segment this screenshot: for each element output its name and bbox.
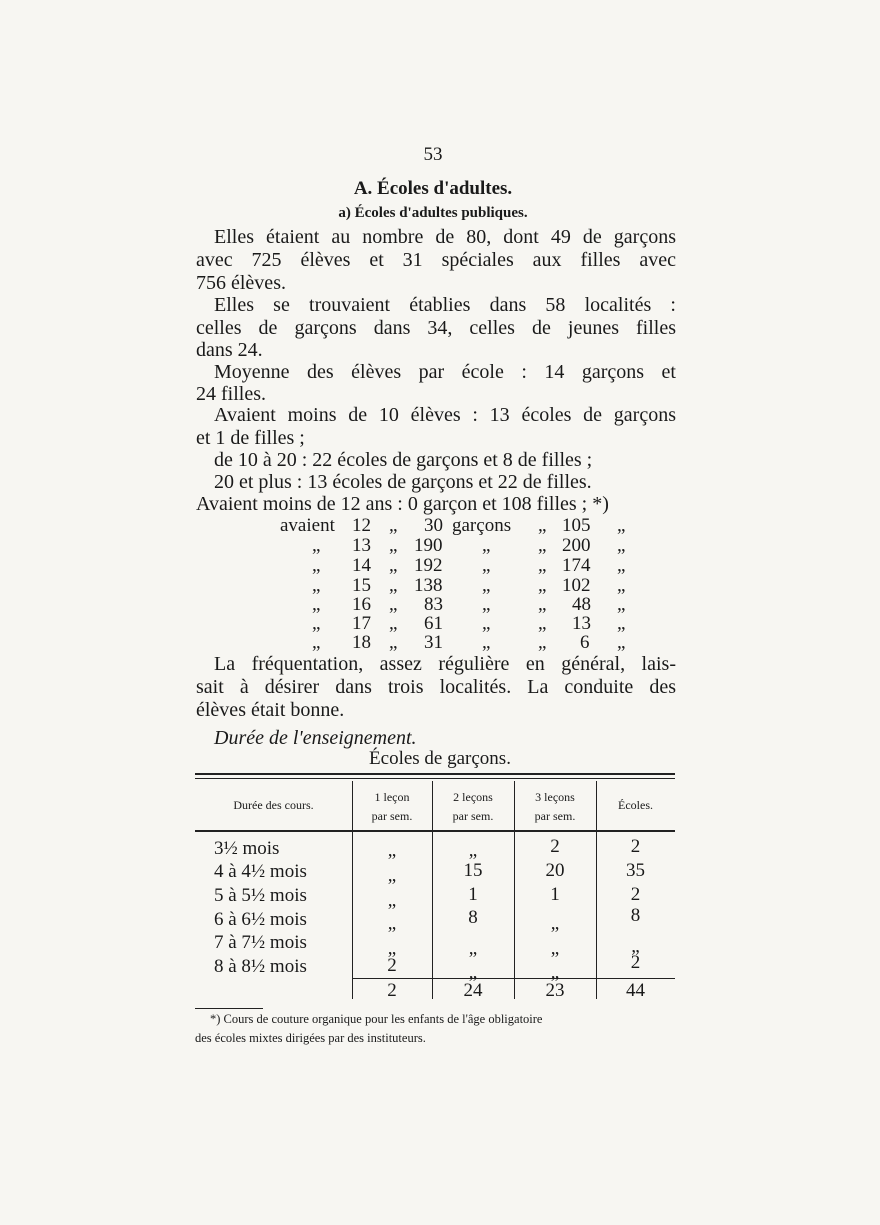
- row-label: 6 à 6½ mois: [214, 909, 307, 930]
- paragraph-line: de 10 à 20 : 22 écoles de garçons et 8 de filles ;: [214, 449, 593, 471]
- ditto-mark: „: [389, 613, 398, 634]
- age-value: 16: [352, 594, 371, 615]
- header-text: par sem.: [371, 809, 413, 823]
- header-text: Durée des cours.: [233, 798, 314, 812]
- girls-count: 48: [572, 594, 591, 615]
- girls-count: 6: [580, 632, 590, 653]
- cell-schools: 8: [630, 905, 641, 926]
- ditto-mark: „: [389, 515, 398, 536]
- age-prefix: „: [312, 555, 321, 576]
- ditto-mark: „: [538, 535, 547, 556]
- footnote-line: *) Cours de couture organique pour les enfants de l'âge obligatoire: [210, 1012, 543, 1026]
- cell-schools: 2: [630, 836, 641, 857]
- boys-count: 83: [424, 594, 443, 615]
- paragraph-line: et 1 de filles ;: [196, 427, 305, 449]
- ditto-mark: „: [617, 594, 626, 615]
- age-value: 17: [352, 613, 371, 634]
- paragraph-line: La fréquentation, assez régulière en général, lais-: [214, 653, 676, 675]
- paragraph-line: 20 et plus : 13 écoles de garçons et 22 de filles.: [214, 471, 592, 493]
- age-row: [0, 515, 880, 537]
- cell-3-lessons: „: [550, 938, 560, 959]
- cell-1-lesson: „: [387, 938, 397, 959]
- age-prefix: „: [312, 594, 321, 615]
- age-prefix: „: [312, 613, 321, 634]
- table-rule-top: [195, 773, 675, 775]
- duration-heading: Durée de l'enseignement.: [214, 727, 417, 749]
- paragraph-line: avec 725 élèves et 31 spéciales aux filles avec: [196, 249, 676, 271]
- total-1-lesson: 2: [387, 980, 397, 1001]
- cell-2-lessons: 8: [468, 907, 478, 928]
- boys-count: 30: [424, 515, 443, 536]
- ditto-mark: „: [617, 555, 626, 576]
- cell-3-lessons: 1: [550, 884, 560, 905]
- cell-1-lesson: „: [387, 840, 397, 861]
- header-duration: [195, 796, 352, 815]
- age-prefix: „: [312, 575, 321, 596]
- cell-schools: 2: [630, 884, 641, 905]
- paragraph-line: 756 élèves.: [196, 272, 286, 294]
- cell-2-lessons: „: [468, 962, 478, 983]
- header-2-lessons: [432, 788, 514, 826]
- age-value: 18: [352, 632, 371, 653]
- boys-count: 61: [424, 613, 443, 634]
- paragraph-line: Avaient moins de 10 élèves : 13 écoles de garçons: [214, 404, 676, 426]
- header-text: par sem.: [452, 809, 494, 823]
- row-label: 3½ mois: [214, 838, 280, 859]
- cell-1-lesson: „: [387, 890, 397, 911]
- paragraph-line: sait à désirer dans trois localités. La conduite des: [196, 676, 676, 698]
- cell-1-lesson: „: [387, 865, 397, 886]
- age-prefix: avaient: [280, 515, 335, 536]
- age-row: [0, 632, 880, 654]
- age-value: 13: [352, 535, 371, 556]
- girls-count: 174: [562, 555, 591, 576]
- ditto-mark: „: [389, 535, 398, 556]
- paragraph-line: Moyenne des élèves par école : 14 garçons et: [214, 361, 676, 383]
- boys-count: 192: [414, 555, 443, 576]
- table-title: Écoles de garçons.: [369, 748, 511, 769]
- cell-3-lessons: 20: [545, 860, 565, 881]
- age-prefix: „: [312, 632, 321, 653]
- paragraph-line: Avaient moins de 12 ans : 0 garçon et 108 filles ; *): [196, 493, 609, 515]
- ditto-mark: „: [617, 575, 626, 596]
- table-rule-top-thin: [195, 778, 675, 779]
- cell-schools: 35: [626, 860, 645, 881]
- ditto-mark: „: [538, 632, 547, 653]
- age-row: [0, 555, 880, 577]
- row-label: 7 à 7½ mois: [214, 932, 307, 953]
- subsection-title: a) Écoles d'adultes publiques.: [338, 205, 528, 221]
- cell-3-lessons: 2: [550, 836, 560, 857]
- ditto-mark: „: [538, 594, 547, 615]
- ditto-mark: „: [389, 594, 398, 615]
- header-1-lesson: [352, 788, 432, 826]
- section-title: A. Écoles d'adultes.: [353, 178, 513, 199]
- age-prefix: „: [312, 535, 321, 556]
- ditto-mark: „: [617, 632, 626, 653]
- row-label: 5 à 5½ mois: [214, 885, 307, 906]
- paragraph-line: Elles se trouvaient établies dans 58 localités :: [214, 294, 676, 316]
- footnote-rule: [195, 1008, 263, 1009]
- total-schools: 44: [626, 980, 645, 1001]
- ditto-mark: „: [617, 535, 626, 556]
- paragraph-line: élèves était bonne.: [196, 699, 345, 721]
- boys-count: 190: [414, 535, 443, 556]
- header-3-lessons: [514, 788, 596, 826]
- ditto-mark: „: [538, 515, 547, 536]
- ditto-mark: „: [538, 613, 547, 634]
- cell-2-lessons: 1: [468, 884, 478, 905]
- girls-count: 13: [572, 613, 591, 634]
- table-rule-header: [195, 830, 675, 832]
- age-value: 15: [352, 575, 371, 596]
- girls-count: 105: [562, 515, 591, 536]
- cell-2-lessons: 15: [463, 860, 483, 881]
- ditto-mark: „: [389, 632, 398, 653]
- boys-label: „: [482, 555, 491, 576]
- row-label: 8 à 8½ mois: [214, 956, 307, 977]
- boys-count: 31: [424, 632, 443, 653]
- footnote-line: des écoles mixtes dirigées par des instituteurs.: [195, 1031, 426, 1045]
- girls-count: 102: [562, 575, 591, 596]
- total-2-lessons: 24: [463, 980, 483, 1001]
- boys-count: 138: [414, 575, 443, 596]
- ditto-mark: „: [617, 613, 626, 634]
- total-3-lessons: 23: [545, 980, 565, 1001]
- paragraph-line: Elles étaient au nombre de 80, dont 49 de garçons: [214, 226, 676, 248]
- header-text: par sem.: [534, 809, 576, 823]
- header-text: Écoles.: [618, 798, 653, 812]
- cell-3-lessons: „: [550, 962, 560, 983]
- header-text: 1 leçon: [374, 790, 410, 804]
- paragraph-line: 24 filles.: [196, 383, 266, 405]
- page-number: 53: [423, 144, 443, 165]
- cell-schools: „: [631, 936, 640, 957]
- cell-2-lessons: „: [468, 938, 478, 959]
- age-value: 12: [352, 515, 371, 536]
- paragraph-line: dans 24.: [196, 339, 263, 361]
- paragraph-line: celles de garçons dans 34, celles de jeunes filles: [196, 317, 676, 339]
- age-row: [0, 535, 880, 557]
- ditto-mark: „: [389, 575, 398, 596]
- cell-1-lesson: „: [387, 913, 397, 934]
- ditto-mark: „: [538, 575, 547, 596]
- boys-label: „: [482, 535, 491, 556]
- cell-3-lessons: „: [550, 913, 560, 934]
- age-value: 14: [352, 555, 371, 576]
- ditto-mark: „: [538, 555, 547, 576]
- header-text: 3 leçons: [535, 790, 575, 804]
- header-text: 2 leçons: [453, 790, 493, 804]
- cell-schools: 2: [630, 952, 641, 973]
- boys-label: „: [482, 575, 491, 596]
- boys-label: garçons: [452, 515, 512, 536]
- boys-label: „: [482, 632, 491, 653]
- cell-1-lesson: 2: [387, 955, 397, 976]
- row-label: 4 à 4½ mois: [214, 861, 307, 882]
- girls-count: 200: [562, 535, 591, 556]
- cell-2-lessons: „: [468, 840, 478, 861]
- boys-label: „: [482, 613, 491, 634]
- boys-label: „: [482, 594, 491, 615]
- ditto-mark: „: [617, 515, 626, 536]
- ditto-mark: „: [389, 555, 398, 576]
- header-schools: [596, 796, 675, 815]
